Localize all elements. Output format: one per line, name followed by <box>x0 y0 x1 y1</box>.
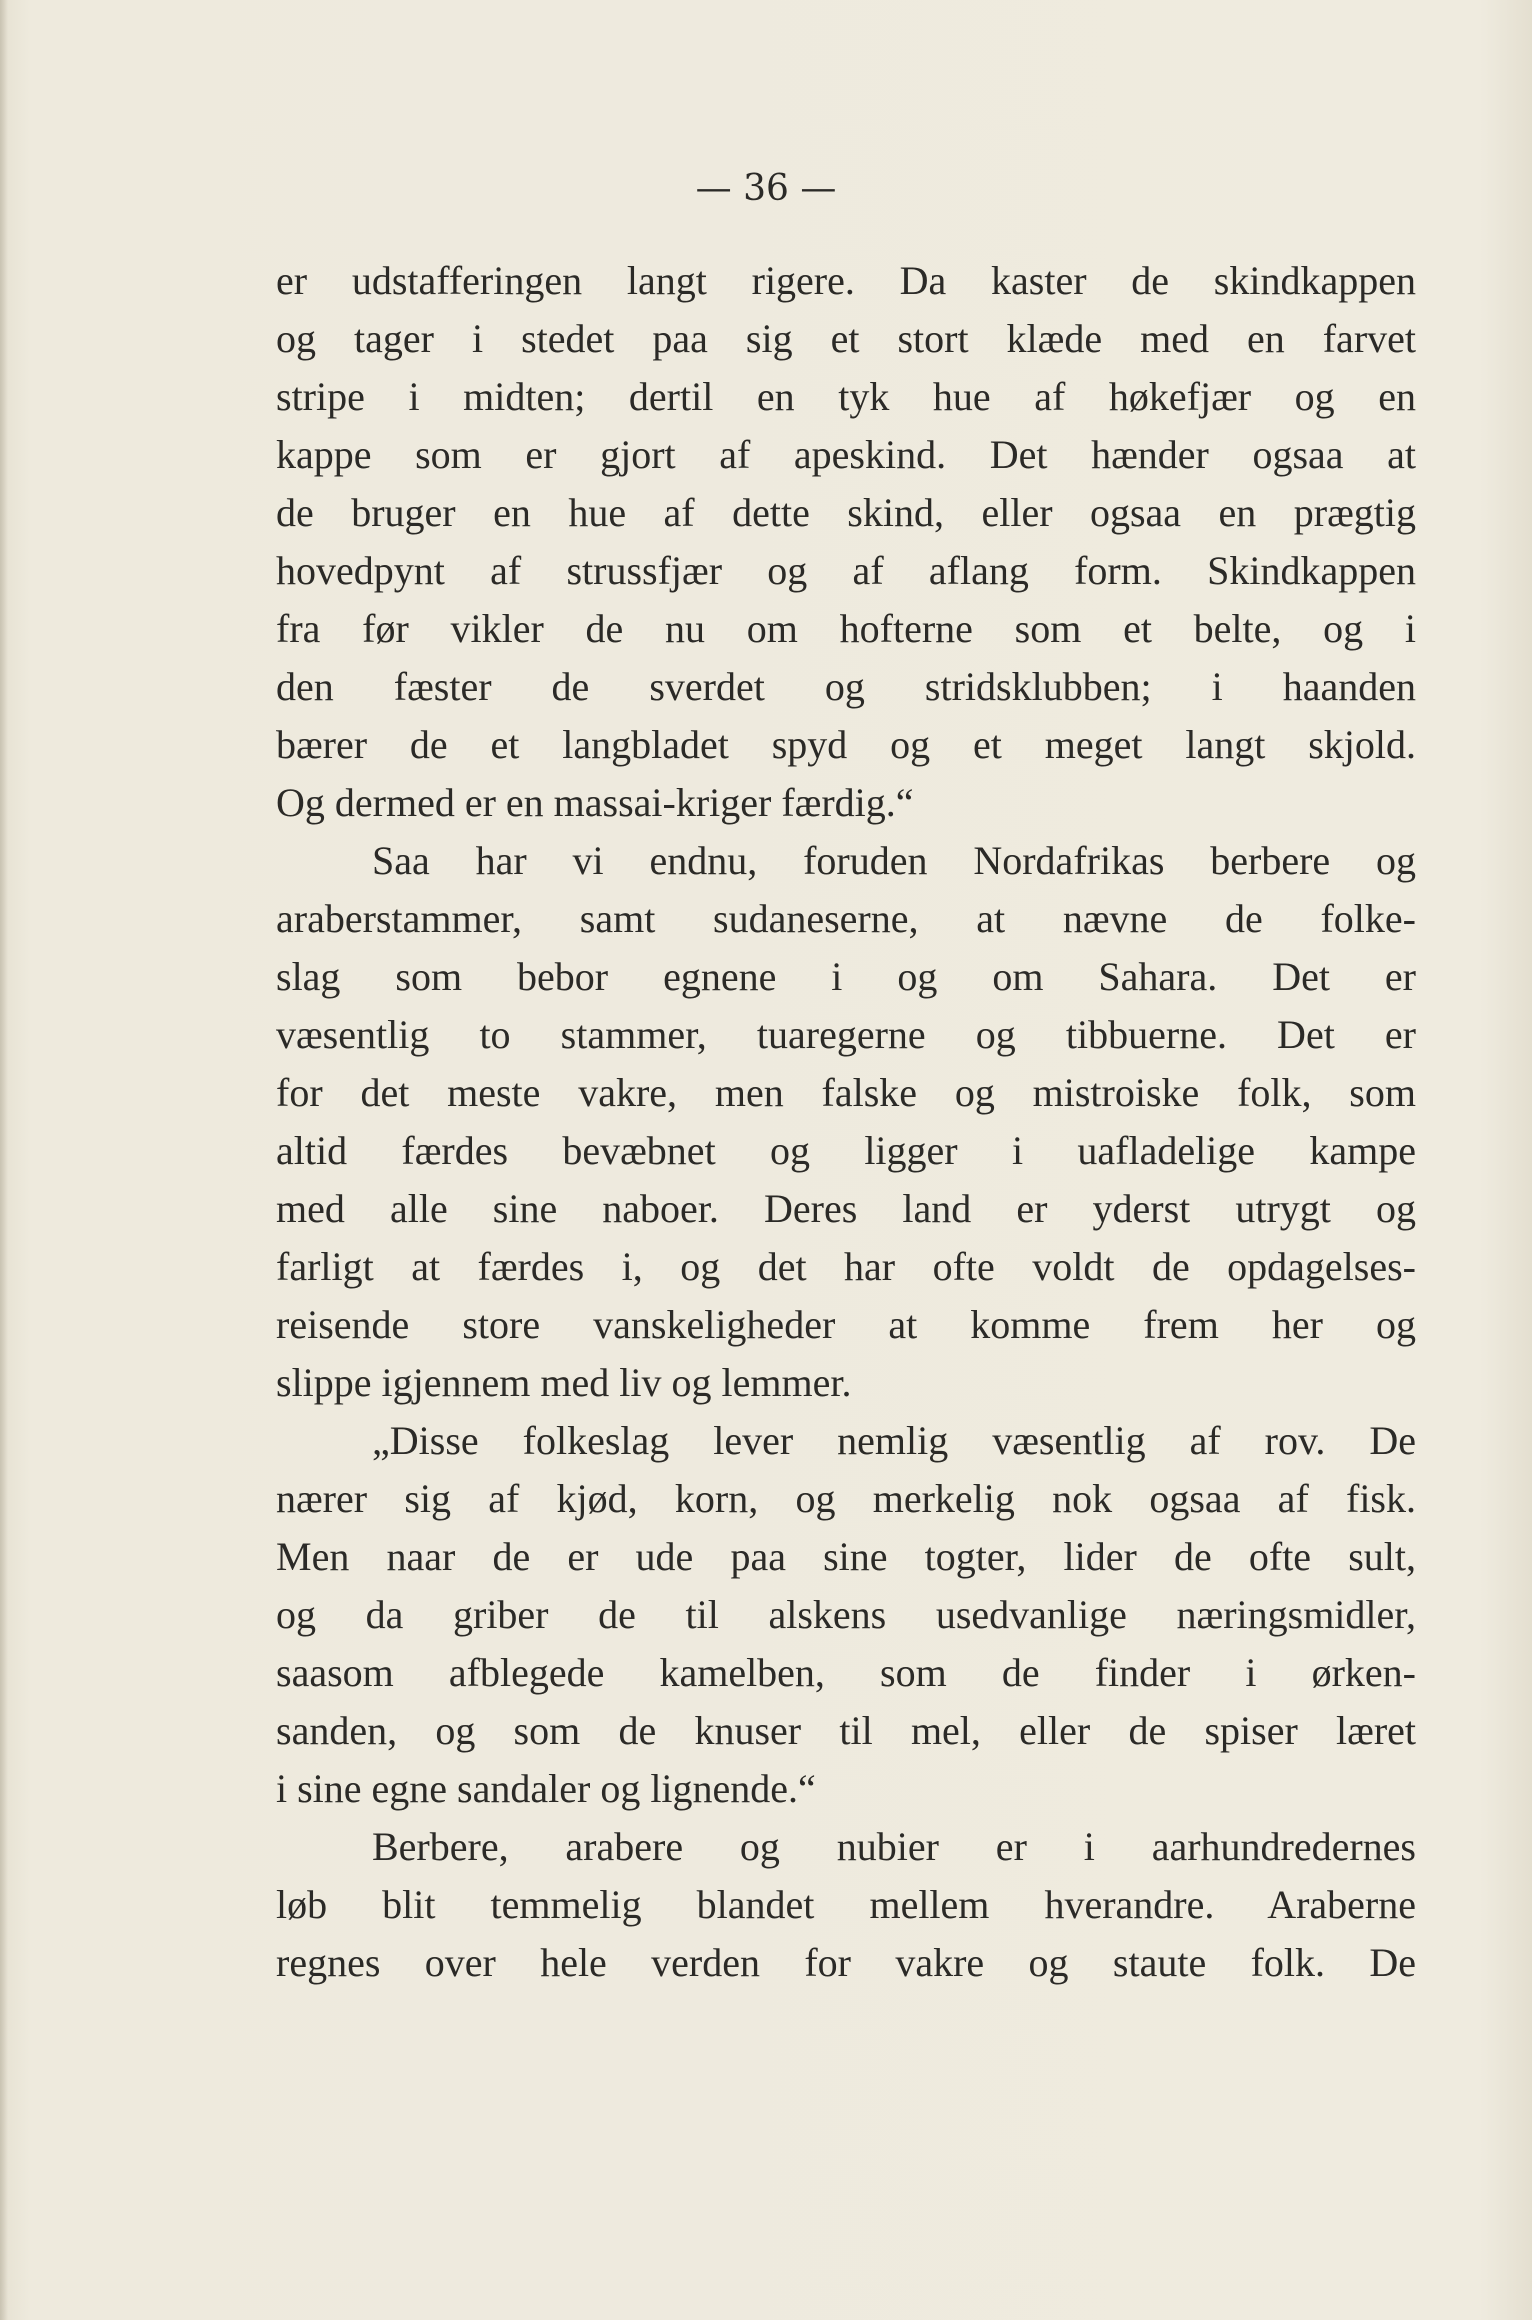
text-line: kappe som er gjort af apeskind. Det hænder ogsaa at <box>276 432 1416 477</box>
text-line: regnes over hele verden for vakre og staute folk. De <box>276 1940 1416 1985</box>
page-spine-shadow <box>0 0 8 2320</box>
text-line: for det meste vakre, men falske og mistroiske folk, som <box>276 1070 1416 1115</box>
page-number: — 36 — <box>695 168 837 209</box>
text-line: og tager i stedet paa sig et stort klæde med en farvet <box>276 316 1416 361</box>
text-line: altid færdes bevæbnet og ligger i uafladelige kampe <box>276 1128 1416 1173</box>
text-line: saasom afblegede kamelben, som de finder i ørken- <box>276 1650 1416 1695</box>
text-line: er udstafferingen langt rigere. Da kaster de skindkappen <box>276 258 1416 303</box>
text-line: Berbere, arabere og nubier er i aarhundredernes <box>372 1824 1416 1869</box>
text-line: araberstammer, samt sudaneserne, at nævne de folke- <box>276 896 1416 941</box>
text-line: bærer de et langbladet spyd og et meget langt skjold. <box>276 722 1416 767</box>
text-line: farligt at færdes i, og det har ofte voldt de opdagelses- <box>276 1244 1416 1289</box>
text-line: den fæster de sverdet og stridsklubben; i haanden <box>276 664 1416 709</box>
text-line: løb blit temmelig blandet mellem hverandre. Araberne <box>276 1882 1416 1927</box>
text-line: og da griber de til alskens usedvanlige næringsmidler, <box>276 1592 1416 1637</box>
text-line: slag som bebor egnene i og om Sahara. Det er <box>276 954 1416 999</box>
text-line: hovedpynt af strussfjær og af aflang form. Skindkappen <box>276 548 1416 593</box>
body-text <box>276 252 1416 1992</box>
text-line: med alle sine naboer. Deres land er yderst utrygt og <box>276 1186 1416 1231</box>
text-line: Og dermed er en massai-kriger færdig.“ <box>276 780 914 825</box>
text-line: slippe igjennem med liv og lemmer. <box>276 1360 852 1405</box>
text-line: sanden, og som de knuser til mel, eller de spiser læret <box>276 1708 1416 1753</box>
text-line: Men naar de er ude paa sine togter, lider de ofte sult, <box>276 1534 1416 1579</box>
text-line: de bruger en hue af dette skind, eller ogsaa en prægtig <box>276 490 1416 535</box>
text-line: fra før vikler de nu om hofterne som et belte, og i <box>276 606 1416 651</box>
text-line: Saa har vi endnu, foruden Nordafrikas berbere og <box>372 838 1416 883</box>
text-line: „Disse folkeslag lever nemlig væsentlig af rov. De <box>372 1418 1416 1463</box>
text-line: i sine egne sandaler og lignende.“ <box>276 1766 816 1811</box>
text-line: nærer sig af kjød, korn, og merkelig nok ogsaa af fisk. <box>276 1476 1416 1521</box>
text-line: væsentlig to stammer, tuaregerne og tibbuerne. Det er <box>276 1012 1416 1057</box>
text-line: stripe i midten; dertil en tyk hue af høkefjær og en <box>276 374 1416 419</box>
text-line: reisende store vanskeligheder at komme frem her og <box>276 1302 1416 1347</box>
